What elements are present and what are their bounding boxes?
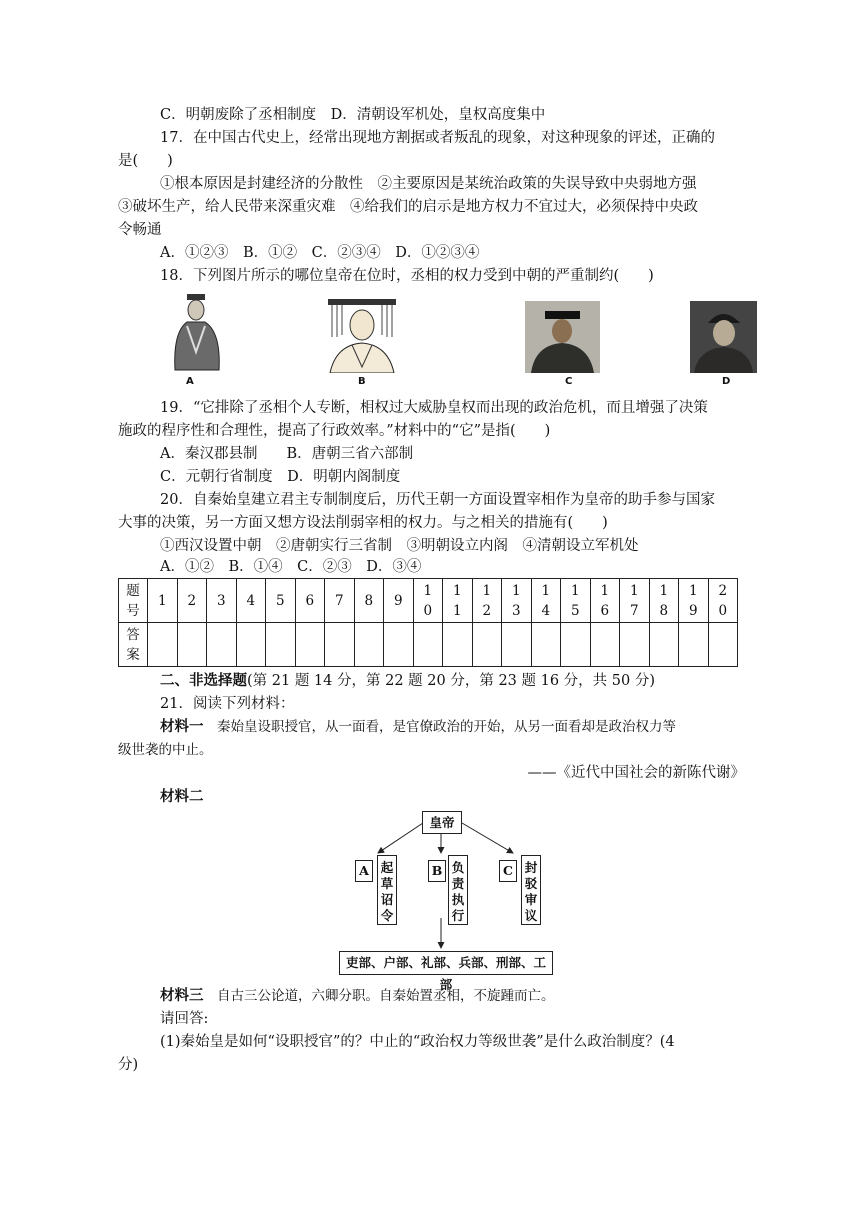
text-line: C．明朝废除了丞相制度 D．清朝设军机处，皇权高度集中 bbox=[160, 107, 546, 123]
option-line: A．秦汉郡县制 B．唐朝三省六部制 bbox=[160, 446, 414, 462]
answer-options: A．①② B．①④ C．②③ D．③④ bbox=[160, 559, 422, 575]
table-number-cell: 2 0 bbox=[708, 579, 738, 623]
table-number-cell: 4 bbox=[236, 579, 266, 623]
prompt-line: 请回答: bbox=[160, 1011, 209, 1027]
table-number-cell: 5 bbox=[266, 579, 296, 623]
table-number-cell: 1 8 bbox=[649, 579, 679, 623]
answer-options: A．①②③ B．①② C．②③④ D．①②③④ bbox=[160, 245, 480, 261]
table-number-cell: 7 bbox=[325, 579, 355, 623]
option-line: C．元朝行省制度 D．明朝内阁制度 bbox=[160, 469, 401, 485]
node-b-text: 负 责 执 行 bbox=[448, 855, 468, 925]
table-header-cell: 题 号 bbox=[119, 579, 148, 623]
node-b-label: B bbox=[428, 860, 446, 882]
material-two-label: 材料二 bbox=[160, 788, 204, 805]
material-one: 材料一 秦始皇设职授官，从一面看，是官僚政治的开始，从另一面看却是政治权力等 bbox=[160, 718, 676, 735]
table-number-cell: 1 3 bbox=[502, 579, 532, 623]
picture-label: D bbox=[722, 376, 731, 387]
picture-label: A bbox=[186, 376, 194, 387]
table-number-cell: 6 bbox=[295, 579, 325, 623]
table-number-cell: 1 bbox=[148, 579, 178, 623]
table-number-cell: 1 7 bbox=[620, 579, 650, 623]
node-a-text: 起 草 诏 令 bbox=[377, 855, 397, 925]
text-line: ①西汉设置中朝 ②唐朝实行三省制 ③明朝设立内阁 ④清朝设立军机处 bbox=[160, 538, 639, 554]
table-number-cell: 1 1 bbox=[443, 579, 473, 623]
text-line: 令畅通 bbox=[118, 222, 162, 238]
table-number-cell: 1 2 bbox=[472, 579, 502, 623]
material-three: 材料三 自古三公论道，六卿分职。自秦始置丞相，不旋踵而亡。 bbox=[160, 987, 555, 1004]
table-number-cell: 1 0 bbox=[413, 579, 443, 623]
question-18: 18．下列图片所示的哪位皇帝在位时，丞相的权力受到中朝的严重制约( ) bbox=[160, 268, 654, 284]
text-line: 施政的程序性和合理性，提高了行政效率。”材料中的“它”是指( ) bbox=[118, 423, 551, 439]
question-20: 20．自秦始皇建立君主专制制度后，历代王朝一方面设置宰相作为皇帝的助手参与国家 bbox=[160, 492, 715, 508]
question-17: 17．在中国古代史上，经常出现地方割据或者叛乱的现象，对这种现象的评述，正确的 bbox=[160, 130, 715, 146]
table-number-cell: 2 bbox=[177, 579, 207, 623]
table-header-cell: 答 案 bbox=[119, 623, 148, 667]
table-number-cell: 1 9 bbox=[679, 579, 709, 623]
node-c-label: C bbox=[499, 860, 517, 882]
material-source: ——《近代中国社会的新陈代谢》 bbox=[527, 765, 745, 781]
table-number-cell: 1 4 bbox=[531, 579, 561, 623]
picture-label: C bbox=[565, 376, 573, 387]
node-c-text: 封 驳 审 议 bbox=[521, 855, 541, 925]
text-line: 级世袭的中止。 bbox=[118, 742, 213, 758]
emperor-box: 皇帝 bbox=[422, 811, 462, 834]
node-a-label: A bbox=[355, 860, 373, 882]
text-line: 是( ) bbox=[118, 153, 173, 169]
table-number-cell: 9 bbox=[384, 579, 414, 623]
section-heading: 二、非选择题(第 21 题 14 分，第 22 题 20 分，第 23 题 16 分，共 50 分) bbox=[160, 672, 655, 689]
question-21: 21．阅读下列材料： bbox=[160, 696, 295, 712]
table-number-cell: 3 bbox=[207, 579, 237, 623]
text-line: ③破坏生产，给人民带来深重灾难 ④给我们的启示是地方权力不宜过大，必须保持中央政 bbox=[118, 199, 698, 215]
question-19: 19．“它排除了丞相个人专断，相权过大威胁皇权而出现的政治危机，而且增强了决策 bbox=[160, 400, 708, 416]
text-line: ①根本原因是封建经济的分散性 ②主要原因是某统治政策的失误导致中央弱地方强 bbox=[160, 176, 697, 192]
table-number-cell: 1 5 bbox=[561, 579, 591, 623]
question-21-1: (1)秦始皇是如何“设职授官”的？中止的“政治权力等级世袭”是什么政治制度？(4 bbox=[160, 1034, 675, 1050]
text-line: 大事的决策，另一方面又想方设法削弱宰相的权力。与之相关的措施有( ) bbox=[118, 515, 608, 531]
text-line: 分) bbox=[118, 1057, 139, 1073]
six-ministries-box: 吏部、户部、礼部、兵部、刑部、工部 bbox=[339, 951, 553, 975]
table-number-cell: 8 bbox=[354, 579, 384, 623]
picture-label: B bbox=[358, 376, 366, 387]
table-number-cell: 1 6 bbox=[590, 579, 620, 623]
